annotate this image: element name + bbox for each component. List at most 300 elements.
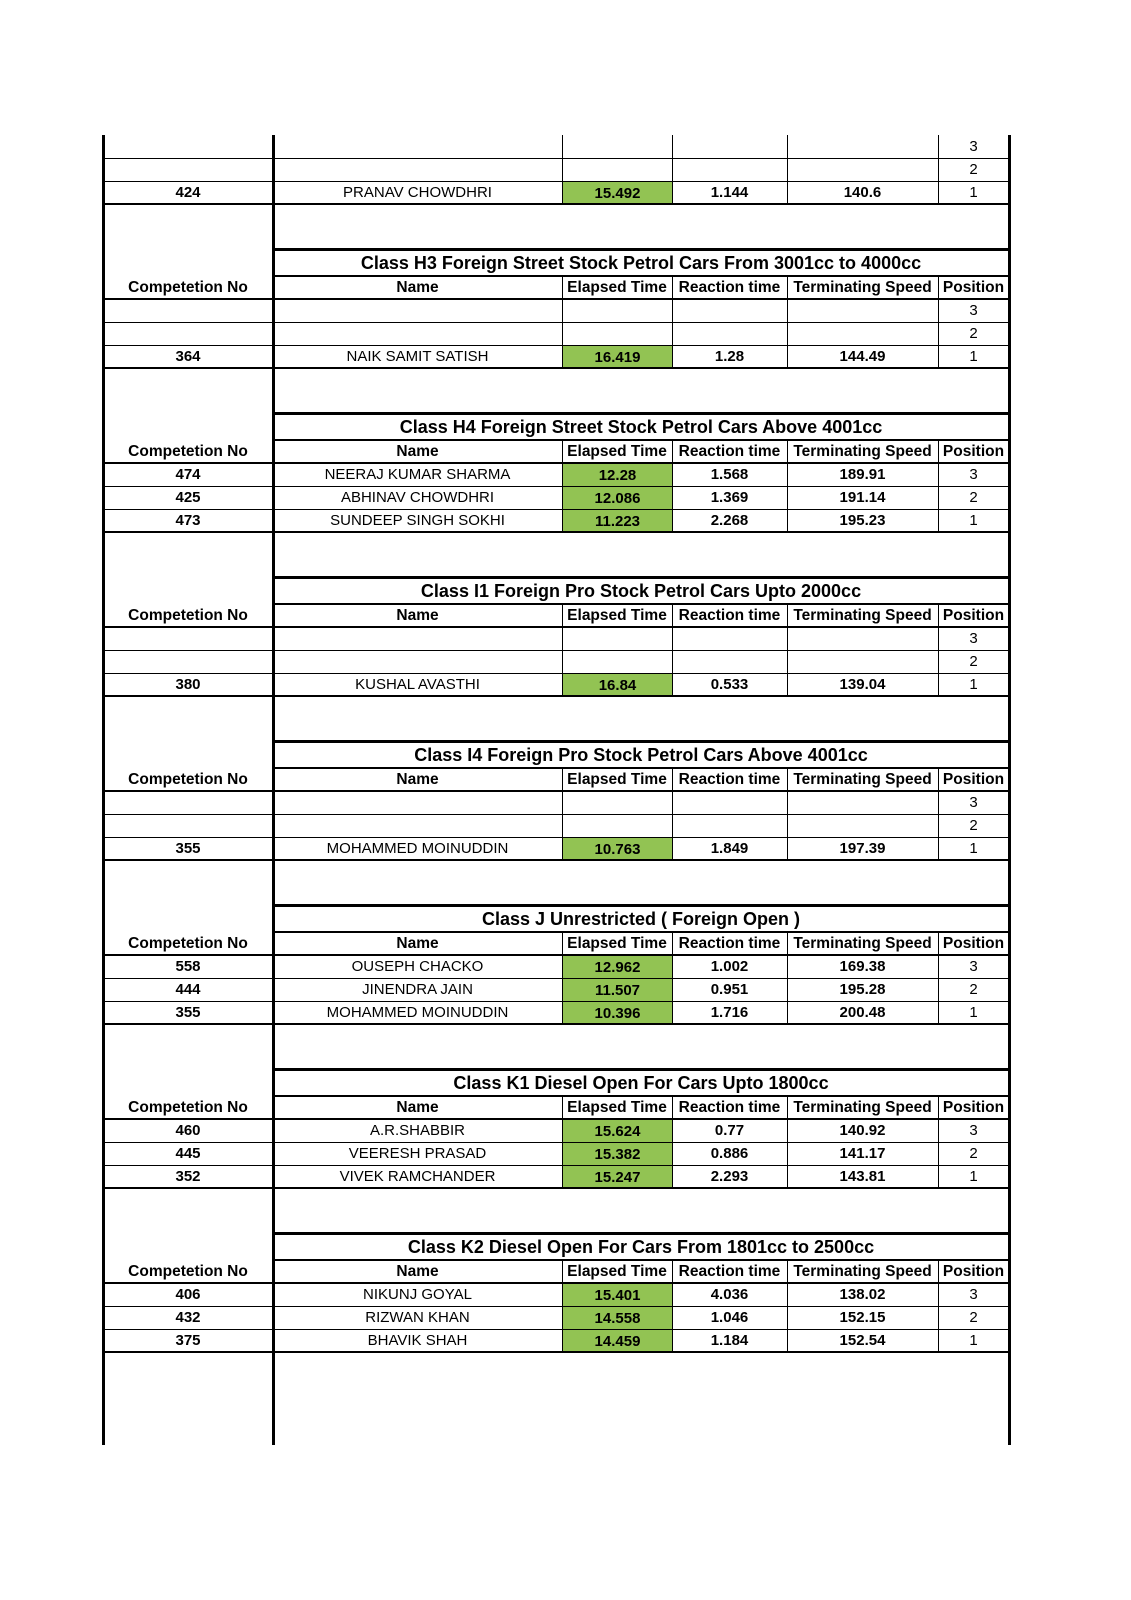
driver-name-cell: OUSEPH CHACKO [351,958,484,975]
elapsed-time-cell: 11.223 [563,510,672,532]
competition-no-cell: 558 [175,958,201,975]
column-divider [938,627,939,650]
header-elapsed-time: Elapsed Time [567,1262,667,1280]
column-divider [672,955,673,978]
driver-name-cell: RIZWAN KHAN [365,1309,470,1326]
header-elapsed-time: Elapsed Time [567,934,667,952]
column-divider [787,1001,788,1024]
column-divider [938,135,939,158]
competition-no-cell: 352 [175,1168,201,1185]
header-position: Position [942,442,1005,460]
terminating-speed-cell [787,158,938,181]
column-divider [938,322,939,345]
driver-name-cell: NEERAJ KUMAR SHARMA [324,466,511,483]
elapsed-time-cell: 15.624 [563,1120,672,1142]
header-elapsed-time: Elapsed Time [567,770,667,788]
column-divider [562,158,563,181]
reaction-time-cell: 1.046 [710,1309,749,1326]
header-competition-no: Competetion No [128,1098,248,1116]
elapsed-time-cell [563,815,672,837]
column-divider [562,650,563,673]
row-divider [103,367,1009,369]
column-divider [672,1283,673,1306]
column-divider [787,1096,788,1119]
position-cell: 1 [969,184,978,201]
terminating-speed-cell: 169.38 [839,958,886,975]
elapsed-time-cell [563,136,672,158]
column-divider [938,1001,939,1024]
header-position: Position [942,770,1005,788]
header-elapsed-time: Elapsed Time [567,1098,667,1116]
header-terminating-speed: Terminating Speed [793,770,932,788]
column-divider [787,135,788,158]
column-divider [787,158,788,181]
driver-name-cell [273,299,562,322]
section-title: Class H4 Foreign Street Stock Petrol Cars Above 4001cc [399,416,883,437]
driver-name-cell: ABHINAV CHOWDHRI [340,489,495,506]
column-divider [672,1142,673,1165]
reaction-time-cell: 0.533 [710,676,749,693]
column-divider [787,299,788,322]
position-cell: 3 [969,794,978,811]
column-divider [787,463,788,486]
column-divider [562,299,563,322]
reaction-time-cell [672,627,787,650]
position-cell: 3 [969,630,978,647]
elapsed-time-cell: 15.492 [563,182,672,204]
elapsed-time-cell: 12.962 [563,956,672,978]
position-cell: 2 [969,489,978,506]
reaction-time-cell [672,299,787,322]
reaction-time-cell: 2.268 [710,512,749,529]
column-divider [672,627,673,650]
column-divider [672,486,673,509]
position-cell: 2 [969,817,978,834]
elapsed-time-cell [563,792,672,814]
position-cell: 3 [969,466,978,483]
header-terminating-speed: Terminating Speed [793,606,932,624]
column-divider [562,1260,563,1283]
competition-no-cell [103,627,273,650]
column-divider [672,673,673,696]
column-divider [938,1119,939,1142]
competition-no-cell: 460 [175,1122,201,1139]
reaction-time-cell: 1.144 [710,184,749,201]
column-divider [938,299,939,322]
header-competition-no: Competetion No [128,278,248,296]
column-divider [938,837,939,860]
terminating-speed-cell: 197.39 [839,840,886,857]
column-divider [787,345,788,368]
driver-name-cell: A.R.SHABBIR [369,1122,466,1139]
header-name: Name [396,934,439,952]
row-divider [103,531,1009,533]
column-divider [672,299,673,322]
row-divider [103,1351,1009,1353]
column-divider [672,768,673,791]
header-competition-no: Competetion No [128,934,248,952]
column-divider [672,978,673,1001]
header-reaction-time: Reaction time [678,442,781,460]
column-divider [938,486,939,509]
driver-name-cell: PRANAV CHOWDHRI [343,184,492,201]
column-divider [672,604,673,627]
column-divider [562,627,563,650]
position-cell: 1 [969,512,978,529]
header-terminating-speed: Terminating Speed [793,1262,932,1280]
column-divider [562,1283,563,1306]
reaction-time-cell: 1.849 [710,840,749,857]
column-divider [787,814,788,837]
position-cell: 2 [969,161,978,178]
elapsed-time-cell [563,159,672,181]
reaction-time-cell: 0.951 [710,981,749,998]
reaction-time-cell [672,158,787,181]
column-divider [787,181,788,204]
header-position: Position [942,1262,1005,1280]
position-cell: 2 [969,981,978,998]
elapsed-time-cell [563,651,672,673]
position-cell: 3 [969,302,978,319]
column-divider [672,1260,673,1283]
column-divider [562,463,563,486]
competition-no-cell: 424 [175,184,201,201]
section-title: Class H3 Foreign Street Stock Petrol Cars From 3001cc to 4000cc [360,252,922,273]
header-terminating-speed: Terminating Speed [793,278,932,296]
elapsed-time-cell: 14.459 [563,1330,672,1352]
terminating-speed-cell: 195.28 [839,981,886,998]
reaction-time-cell [672,650,787,673]
driver-name-cell: NIKUNJ GOYAL [363,1286,472,1303]
column-divider [562,768,563,791]
position-cell: 1 [969,676,978,693]
header-terminating-speed: Terminating Speed [793,934,932,952]
column-divider [562,322,563,345]
competition-no-cell: 425 [175,489,201,506]
column-divider [938,955,939,978]
column-divider [787,1260,788,1283]
competition-no-cell: 473 [175,512,201,529]
reaction-time-cell [672,322,787,345]
column-divider [562,440,563,463]
header-reaction-time: Reaction time [678,1098,781,1116]
column-divider [562,345,563,368]
column-divider [562,135,563,158]
driver-name-cell: BHAVIK SHAH [367,1332,468,1349]
row-divider [103,203,1009,205]
column-divider [672,837,673,860]
column-divider [672,181,673,204]
row-divider [103,1187,1009,1189]
column-divider [787,486,788,509]
column-divider [938,1306,939,1329]
column-divider [938,1283,939,1306]
terminating-speed-cell: 141.17 [839,1145,886,1162]
column-divider [787,1165,788,1188]
position-cell: 2 [969,653,978,670]
reaction-time-cell: 1.568 [710,466,749,483]
elapsed-time-cell: 16.84 [563,674,672,696]
column-divider [672,1306,673,1329]
column-divider [938,673,939,696]
position-cell: 3 [969,1122,978,1139]
column-divider [787,322,788,345]
column-divider [672,650,673,673]
header-position: Position [942,934,1005,952]
terminating-speed-cell: 140.6 [843,184,882,201]
competition-no-cell [103,158,273,181]
header-name: Name [396,606,439,624]
elapsed-time-cell: 10.396 [563,1002,672,1024]
elapsed-time-cell [563,628,672,650]
position-cell: 2 [969,1145,978,1162]
column-divider [938,1260,939,1283]
column-divider [562,1165,563,1188]
terminating-speed-cell [787,627,938,650]
section-title: Class I1 Foreign Pro Stock Petrol Cars Upto 2000cc [420,580,862,601]
driver-name-cell: NAIK SAMIT SATISH [346,348,489,365]
column-divider [672,1329,673,1352]
column-divider [938,978,939,1001]
elapsed-time-cell: 15.382 [563,1143,672,1165]
elapsed-time-cell: 14.558 [563,1307,672,1329]
column-divider [562,932,563,955]
header-competition-no: Competetion No [128,770,248,788]
column-divider [562,814,563,837]
header-terminating-speed: Terminating Speed [793,1098,932,1116]
column-divider [938,276,939,299]
terminating-speed-cell [787,299,938,322]
column-divider [938,463,939,486]
terminating-speed-cell [787,135,938,158]
position-cell: 1 [969,348,978,365]
position-cell: 1 [969,1004,978,1021]
header-reaction-time: Reaction time [678,1262,781,1280]
column-divider [938,345,939,368]
competition-no-cell: 444 [175,981,201,998]
position-cell: 3 [969,1286,978,1303]
row-divider [103,859,1009,861]
column-divider [938,650,939,673]
driver-name-cell [273,322,562,345]
column-divider [787,650,788,673]
position-cell: 3 [969,138,978,155]
driver-name-cell: SUNDEEP SINGH SOKHI [330,512,505,529]
column-divider [672,135,673,158]
column-divider [672,1096,673,1119]
column-divider [787,673,788,696]
elapsed-time-cell: 10.763 [563,838,672,860]
section-title: Class J Unrestricted ( Foreign Open ) [481,908,801,929]
competition-no-cell: 432 [175,1309,201,1326]
terminating-speed-cell: 152.15 [839,1309,886,1326]
column-divider [938,181,939,204]
terminating-speed-cell: 189.91 [839,466,886,483]
terminating-speed-cell: 143.81 [839,1168,886,1185]
competition-no-cell: 355 [175,840,201,857]
column-divider [672,1001,673,1024]
driver-name-cell: KUSHAL AVASTHI [355,676,480,693]
position-cell: 1 [969,840,978,857]
column-divider [562,509,563,532]
column-divider [562,604,563,627]
header-elapsed-time: Elapsed Time [567,278,667,296]
column-divider [672,814,673,837]
driver-name-cell: MOHAMMED MOINUDDIN [326,1004,509,1021]
column-divider [787,932,788,955]
competition-no-cell: 406 [175,1286,201,1303]
column-divider [787,1119,788,1142]
column-divider [787,440,788,463]
elapsed-time-cell [563,323,672,345]
driver-name-cell [273,158,562,181]
elapsed-time-cell: 15.247 [563,1166,672,1188]
column-divider [562,486,563,509]
position-cell: 2 [969,325,978,342]
reaction-time-cell: 1.28 [714,348,745,365]
header-position: Position [942,606,1005,624]
column-divider [562,1001,563,1024]
header-reaction-time: Reaction time [678,278,781,296]
column-divider [787,768,788,791]
reaction-time-cell: 4.036 [710,1286,749,1303]
reaction-time-cell: 1.716 [710,1004,749,1021]
column-divider [562,181,563,204]
competition-no-cell: 474 [175,466,201,483]
driver-name-cell: JINENDRA JAIN [362,981,473,998]
column-divider [938,440,939,463]
column-divider [787,978,788,1001]
header-name: Name [396,1098,439,1116]
competition-no-cell: 364 [175,348,201,365]
column-divider [938,932,939,955]
reaction-time-cell [672,791,787,814]
column-divider [562,1142,563,1165]
header-name: Name [396,278,439,296]
column-divider [672,440,673,463]
header-reaction-time: Reaction time [678,606,781,624]
terminating-speed-cell: 140.92 [839,1122,886,1139]
terminating-speed-cell: 200.48 [839,1004,886,1021]
competition-no-cell [103,814,273,837]
driver-name-cell: VEERESH PRASAD [348,1145,487,1162]
column-divider [787,627,788,650]
column-divider [562,791,563,814]
column-divider [938,1096,939,1119]
reaction-time-cell: 2.293 [710,1168,749,1185]
section-title: Class K1 Diesel Open For Cars Upto 1800cc [453,1072,829,1093]
column-divider [787,1283,788,1306]
terminating-speed-cell: 139.04 [839,676,886,693]
header-elapsed-time: Elapsed Time [567,442,667,460]
header-competition-no: Competetion No [128,1262,248,1280]
header-reaction-time: Reaction time [678,770,781,788]
reaction-time-cell: 1.369 [710,489,749,506]
column-divider [938,158,939,181]
reaction-time-cell: 1.002 [710,958,749,975]
terminating-speed-cell: 138.02 [839,1286,886,1303]
section-title: Class K2 Diesel Open For Cars From 1801cc to 2500cc [407,1236,875,1257]
reaction-time-cell [672,135,787,158]
row-divider [103,1023,1009,1025]
column-divider [672,1119,673,1142]
column-divider [938,768,939,791]
column-divider [672,345,673,368]
header-reaction-time: Reaction time [678,934,781,952]
column-divider [938,1165,939,1188]
competition-no-cell: 445 [175,1145,201,1162]
column-divider [938,814,939,837]
column-divider [562,673,563,696]
position-cell: 1 [969,1332,978,1349]
elapsed-time-cell: 16.419 [563,346,672,368]
column-divider [562,1096,563,1119]
header-terminating-speed: Terminating Speed [793,442,932,460]
driver-name-cell [273,650,562,673]
reaction-time-cell [672,814,787,837]
column-divider [672,791,673,814]
competition-no-cell: 375 [175,1332,201,1349]
terminating-speed-cell [787,650,938,673]
terminating-speed-cell [787,322,938,345]
column-divider [562,276,563,299]
header-position: Position [942,278,1005,296]
column-divider [787,955,788,978]
terminating-speed-cell [787,814,938,837]
column-divider [787,276,788,299]
driver-name-cell [273,791,562,814]
competition-no-cell: 355 [175,1004,201,1021]
terminating-speed-cell: 195.23 [839,512,886,529]
elapsed-time-cell: 15.401 [563,1284,672,1306]
competition-no-cell: 380 [175,676,201,693]
competition-no-cell [103,135,273,158]
elapsed-time-cell: 11.507 [563,979,672,1001]
column-divider [672,463,673,486]
terminating-speed-cell [787,791,938,814]
section-title: Class I4 Foreign Pro Stock Petrol Cars Above 4001cc [414,744,868,765]
column-divider [787,509,788,532]
terminating-speed-cell: 152.54 [839,1332,886,1349]
driver-name-cell [273,135,562,158]
column-divider [787,791,788,814]
column-divider [787,837,788,860]
row-divider [103,695,1009,697]
column-divider [672,276,673,299]
column-divider [938,1329,939,1352]
position-cell: 3 [969,958,978,975]
column-divider [672,322,673,345]
column-divider [562,955,563,978]
header-competition-no: Competetion No [128,606,248,624]
terminating-speed-cell: 191.14 [839,489,886,506]
elapsed-time-cell: 12.28 [563,464,672,486]
column-divider [562,1306,563,1329]
competition-no-cell [103,791,273,814]
column-divider [562,978,563,1001]
header-competition-no: Competetion No [128,442,248,460]
elapsed-time-cell [563,300,672,322]
column-divider [938,1142,939,1165]
column-divider [672,509,673,532]
column-divider [787,1306,788,1329]
driver-name-cell: MOHAMMED MOINUDDIN [326,840,509,857]
position-cell: 1 [969,1168,978,1185]
header-name: Name [396,1262,439,1280]
reaction-time-cell: 0.77 [714,1122,745,1139]
column-divider [787,1142,788,1165]
competition-no-cell [103,322,273,345]
